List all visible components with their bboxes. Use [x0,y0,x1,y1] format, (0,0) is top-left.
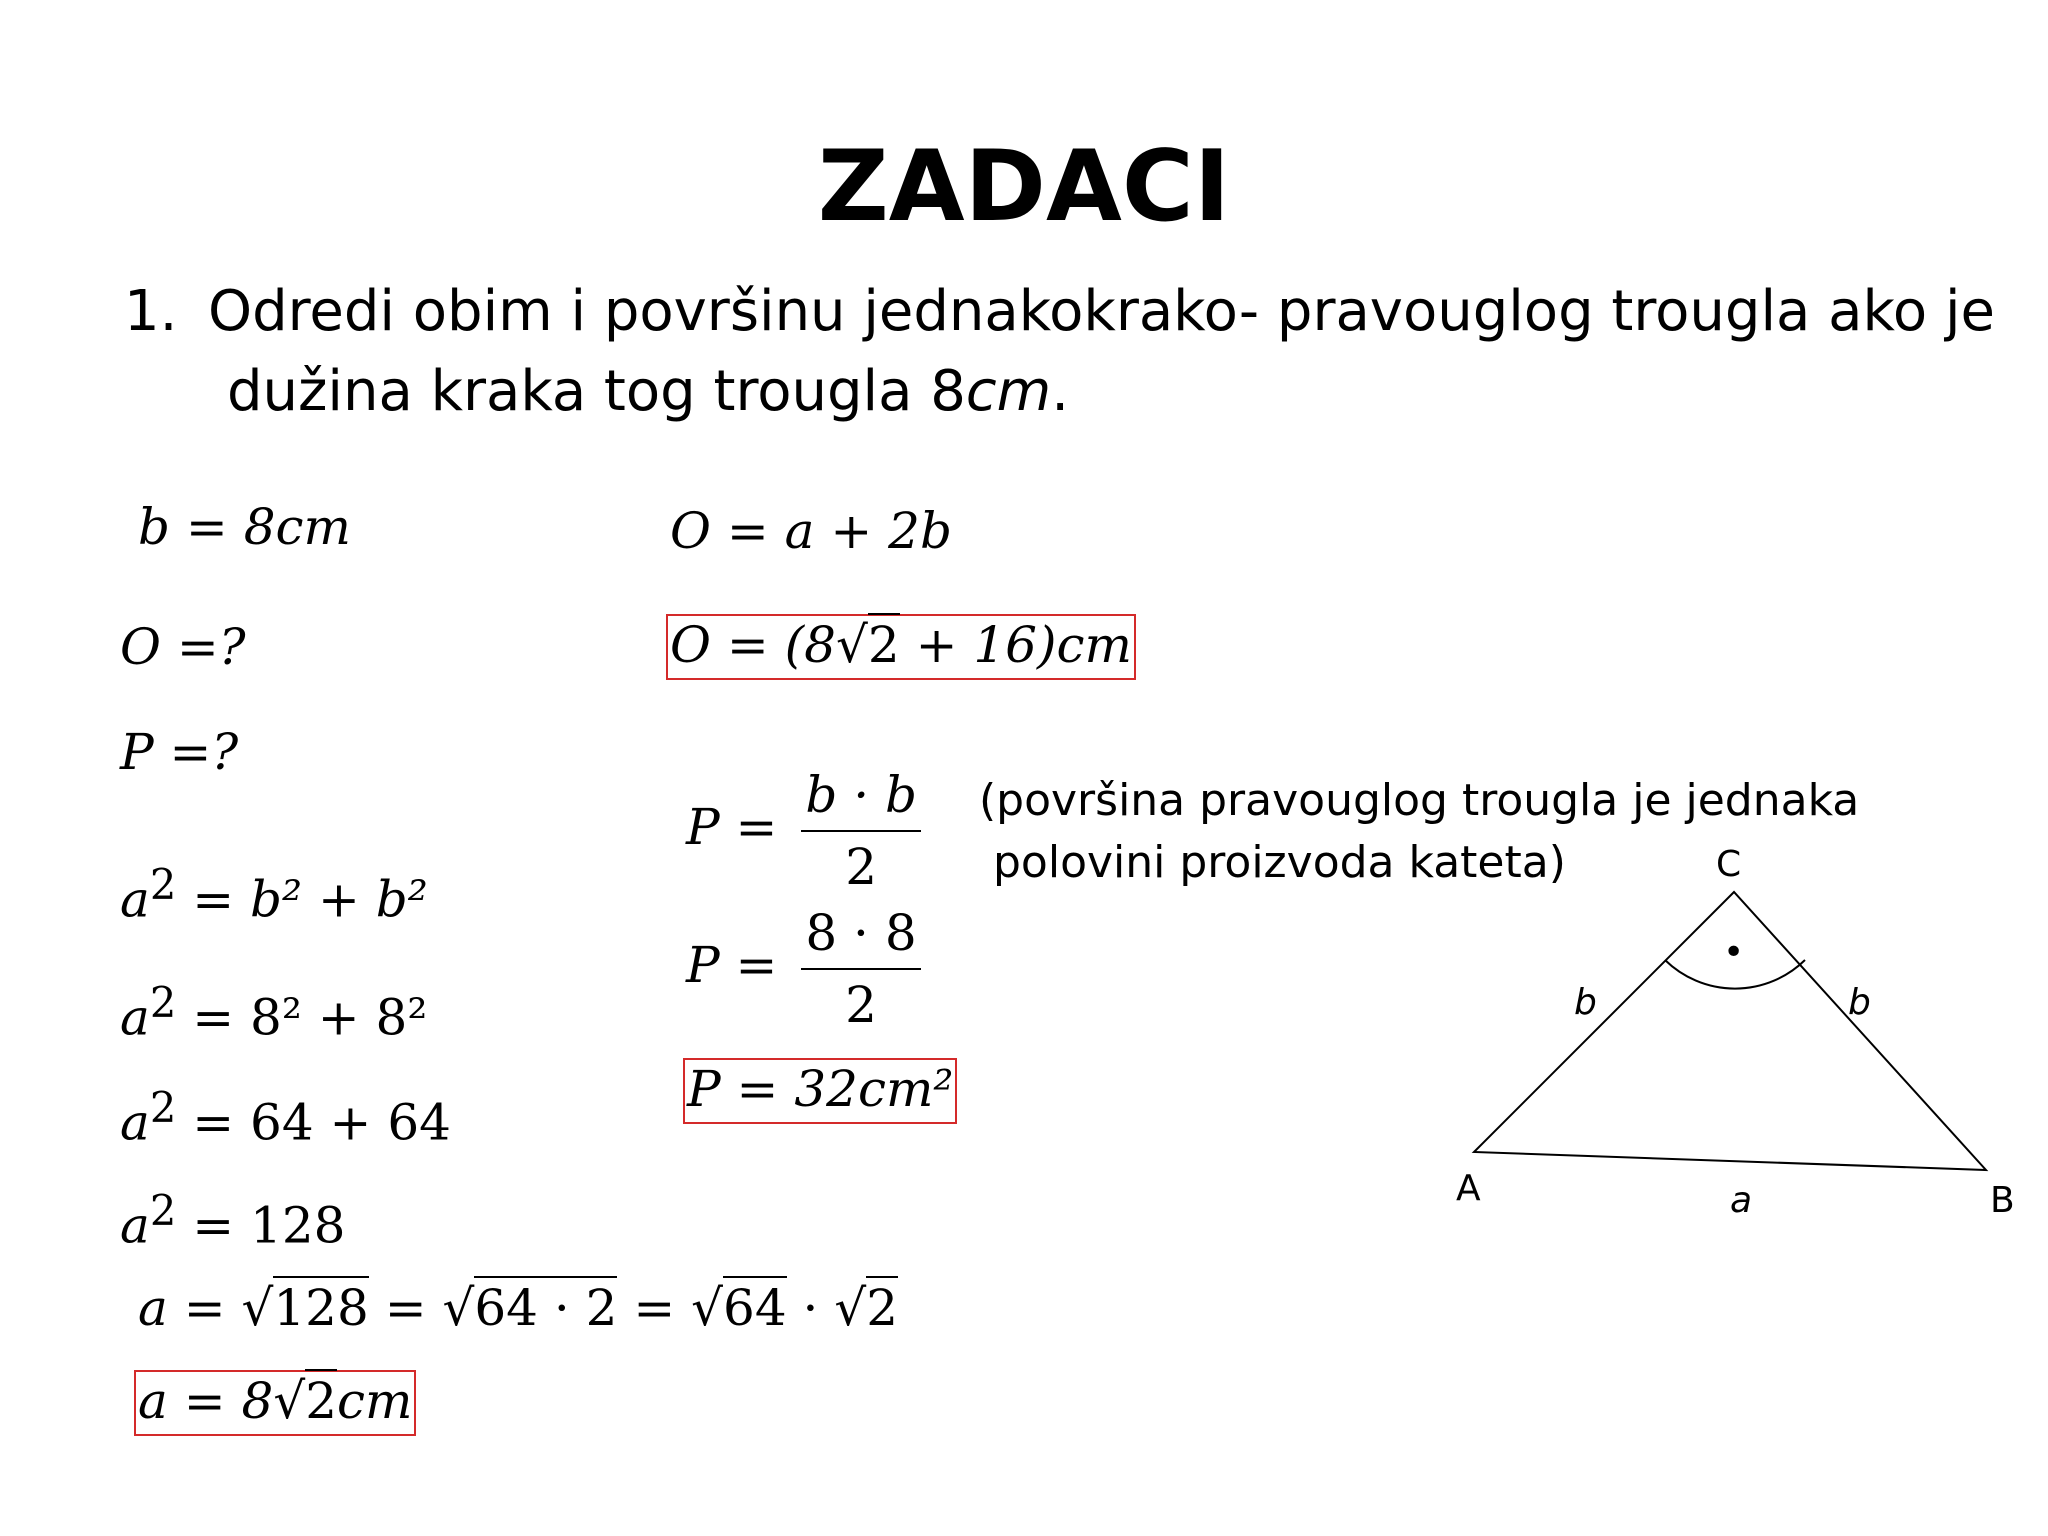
fraction-numerator: 8 · 8 [801,908,920,970]
given-p: P =? [120,723,239,781]
step-rhs: = 64 + 64 [192,1093,451,1152]
area-formula [686,766,921,896]
area-calc [686,904,921,1034]
task-line-1 [124,272,2004,352]
task-line-2 [124,352,2004,432]
area-fraction [801,904,920,1034]
sqrt-2: 2 [866,1276,898,1337]
fraction-denominator: 2 [845,976,877,1034]
side-a-result: a = 8√2cm [134,1370,416,1436]
triangle-diagram [1440,830,2040,1250]
area-lhs: P = [686,936,778,994]
result-sqrt: 2 [305,1369,337,1430]
pythagoras-step-5: a = √128 = √64 · 2 = √64 · √2 [138,1283,898,1333]
pythagoras-step-4: $a^2 = 128$ [120,1186,346,1255]
sqrt-64x2: 64 · 2 [474,1276,617,1337]
pythagoras-step-2: $a^2 = 8^2 + 8^2$ [120,978,428,1047]
side-b-left-label: b [1574,982,1597,1023]
vertex-c: C [1716,844,1742,885]
pythagoras-step-1: $a^2 = b^2 + b^2$ [120,860,428,929]
note-line-1: (površina pravouglog trougla je jednaka [979,775,1860,826]
side-a-label: a [1730,1180,1753,1221]
perimeter-sqrt: 2 [868,613,900,674]
vertex-a: A [1456,1168,1481,1209]
step-rhs: = b² + b² [192,870,428,929]
task-number: 1. [124,279,178,344]
task-unit: cm [965,359,1052,424]
fraction-numerator: b · b [801,770,921,832]
perimeter-formula: O = a + 2b [670,502,952,560]
area-result: P = 32cm² [683,1058,957,1124]
side-b-right-label: b [1848,982,1871,1023]
sqrt-64: 64 [723,1276,787,1337]
task-statement [124,272,2004,432]
sqrt-128: 128 [273,1276,368,1337]
given-o: O =? [120,618,246,676]
result-unit: cm [337,1372,413,1430]
note-line-2: polovini proizvoda kateta) [993,837,1566,888]
task-end: . [1051,359,1070,424]
task-text-1: Odredi obim i površinu jednakokrako- pravouglog trougla ako je [208,279,1995,344]
step-rhs: = 8² + 8² [192,988,428,1047]
perimeter-post: + 16)cm [899,616,1132,674]
pythagoras-step-3: $a^2 = 64 + 64$ [120,1083,451,1152]
result-a: a = 8 [138,1372,274,1430]
vertex-b: B [1990,1180,2015,1221]
area-lhs: P = [686,798,778,856]
step-rhs: = 128 [192,1196,346,1255]
task-text-2: dužina kraka tog trougla 8 [227,359,966,424]
area-fraction [801,766,921,896]
fraction-denominator: 2 [845,838,878,896]
step-lhs: a = [138,1279,226,1337]
given-b: b = 8cm [138,498,351,556]
perimeter-pre: O = (8 [670,616,836,674]
step-lhs: a [120,870,150,929]
right-angle-dot: • [1723,932,1745,973]
perimeter-result: O = (8√2 + 16)cm [666,614,1136,680]
page-title: ZADACI [817,130,1231,244]
